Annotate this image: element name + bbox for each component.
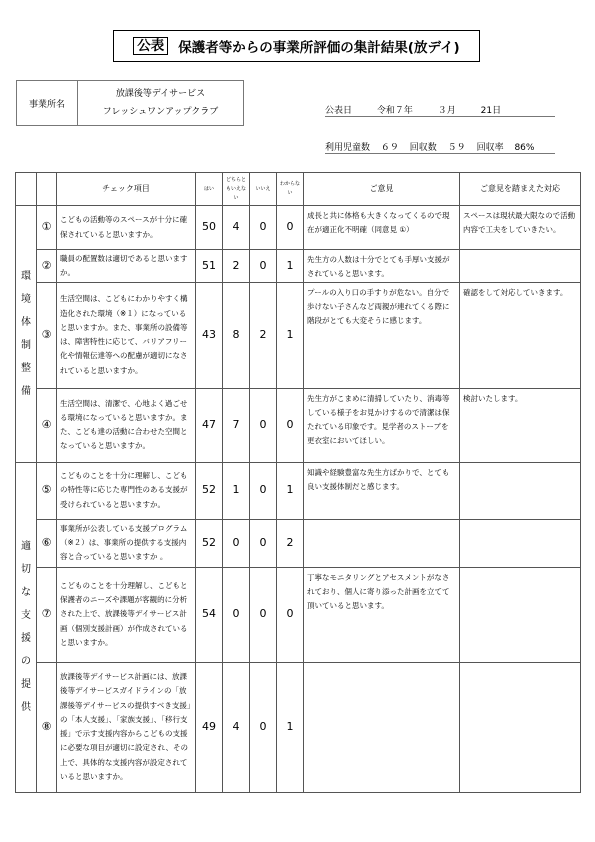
- publish-label: 公表日: [325, 106, 353, 116]
- opinion-text: 丁寧なモニタリングとアセスメントがなされており、個人に寄り添った計画を立てて頂いていると思います。: [304, 567, 460, 662]
- item-number: ③: [37, 282, 57, 388]
- category-char: 制: [21, 339, 31, 351]
- opinion-text: 成長と共に体格も大きくなってくるので現在が適正化不明確（同意見 ①）: [304, 206, 460, 250]
- count-unsure: 8: [223, 282, 250, 388]
- count-unsure: 1: [223, 462, 250, 519]
- count-unsure: 7: [223, 388, 250, 462]
- office-name: [78, 81, 244, 126]
- stats-line: [325, 140, 555, 154]
- response-text: [460, 662, 581, 792]
- count-yes: 43: [196, 282, 223, 388]
- rate-value: 86%: [514, 143, 535, 153]
- response-text: 確認をして対応していきます。: [460, 282, 581, 388]
- table-row: [16, 206, 581, 250]
- check-item: 職員の配置数は適切であると思いますか。: [57, 250, 196, 283]
- check-item: 生活空間は、清潔で、心地よく過ごせる環境になっていると思いますか。また、こども達の活動に合わせた空間となっていると思いますか。: [57, 388, 196, 462]
- opinion-text: 先生方がこまめに清掃していたり、消毒等している様子をお見かけするので清潔は保たれている印象です。見学者のストーブを更衣室においてほしい。: [304, 388, 460, 462]
- count-unknown: 0: [277, 206, 304, 250]
- count-yes: 47: [196, 388, 223, 462]
- category-char: 整: [21, 362, 31, 374]
- returned-label: 回収数: [409, 143, 437, 153]
- count-no: 0: [250, 462, 277, 519]
- check-item: 生活空間は、こどもにわかりやすく構造化された環境（※１）になっていると思いますか。また、事業所の設備等は、障害特性に応じて、バリアフリー化や情報伝達等への配慮が適切になされていると思いますか。: [57, 282, 196, 388]
- check-item: 放課後等デイサービス計画には、放課後等デイサービスガイドラインの「放課後等デイサービスの提供すべき支援」の「本人支援」、「家族支援」、「移行支援」で示す支援内容からこどもの支援に必要な項目が適切に設定され、その上で、具体的な支援内容が設定されていると思いますか。: [57, 662, 196, 792]
- category-char: 切: [21, 564, 31, 576]
- category-char: 体: [21, 316, 31, 328]
- office-name-line2: フレッシュワンアップクラブ: [102, 107, 219, 117]
- response-text: [460, 462, 581, 519]
- category-char: 環: [21, 270, 31, 282]
- evaluation-table: [15, 172, 581, 793]
- category-cell: [16, 462, 37, 792]
- opinion-text: [304, 519, 460, 567]
- rate-label: 回収率: [476, 143, 504, 153]
- count-yes: 51: [196, 250, 223, 283]
- category-cell: [16, 206, 37, 463]
- table-row: [16, 282, 581, 388]
- count-unknown: 2: [277, 519, 304, 567]
- title-tag: 公表: [133, 37, 168, 55]
- count-unknown: 0: [277, 388, 304, 462]
- header-yes: はい: [196, 173, 223, 206]
- count-unsure: 2: [223, 250, 250, 283]
- response-text: スペースは現状最大限なので活動内容で工夫をしていきたい。: [460, 206, 581, 250]
- table-row: [16, 662, 581, 792]
- item-number: ⑤: [37, 462, 57, 519]
- item-number: ⑥: [37, 519, 57, 567]
- count-unknown: 0: [277, 567, 304, 662]
- category-char: の: [21, 656, 31, 668]
- publish-era: 令和７年: [376, 106, 413, 116]
- count-no: 0: [250, 388, 277, 462]
- header-blank-2: [37, 173, 57, 206]
- item-number: ⑦: [37, 567, 57, 662]
- header-response: ご意見を踏まえた対応: [460, 173, 581, 206]
- header-unknown: わからない: [277, 173, 304, 206]
- count-no: 0: [250, 519, 277, 567]
- count-yes: 52: [196, 462, 223, 519]
- opinion-text: [304, 662, 460, 792]
- count-unsure: 4: [223, 662, 250, 792]
- count-no: 0: [250, 250, 277, 283]
- response-text: [460, 567, 581, 662]
- category-char: 供: [21, 702, 31, 714]
- returned-count: ５９: [447, 143, 466, 153]
- category-char: 境: [21, 293, 31, 305]
- table-row: [16, 250, 581, 283]
- title-text: 保護者等からの事業所評価の集計結果(放デイ): [178, 40, 460, 56]
- count-unknown: 1: [277, 250, 304, 283]
- count-yes: 54: [196, 567, 223, 662]
- check-item: こどものことを十分に理解し、こどもの特性等に応じた専門性のある支援が受けられていると思いますか。: [57, 462, 196, 519]
- count-unsure: 0: [223, 519, 250, 567]
- publish-day: 21日: [480, 106, 502, 116]
- response-text: 検討いたします。: [460, 388, 581, 462]
- count-yes: 52: [196, 519, 223, 567]
- category-char: 援: [21, 633, 31, 645]
- opinion-text: 先生方の人数は十分でとても手厚い支援がされていると思います。: [304, 250, 460, 283]
- category-char: な: [21, 587, 31, 599]
- publish-date: [325, 103, 555, 117]
- category-char: 提: [21, 679, 31, 691]
- count-no: 2: [250, 282, 277, 388]
- opinion-text: 知識や経験豊富な先生方ばかりで、とても良い支援体制だと感じます。: [304, 462, 460, 519]
- check-item: こどものことを十分理解し、こどもと保護者のニーズや課題が客観的に分析された上で、放課後等デイサービス計画（個別支援計画）が作成されていると思いますか。: [57, 567, 196, 662]
- count-unknown: 1: [277, 282, 304, 388]
- table-row: [16, 519, 581, 567]
- item-number: ②: [37, 250, 57, 283]
- count-yes: 50: [196, 206, 223, 250]
- publish-month: ３月: [437, 106, 456, 116]
- response-text: [460, 519, 581, 567]
- count-unsure: 4: [223, 206, 250, 250]
- item-number: ⑧: [37, 662, 57, 792]
- category-char: 備: [21, 385, 31, 397]
- item-number: ①: [37, 206, 57, 250]
- response-text: [460, 250, 581, 283]
- office-label: 事業所名: [17, 81, 78, 126]
- table-row: [16, 462, 581, 519]
- office-table: [16, 80, 244, 126]
- item-number: ④: [37, 388, 57, 462]
- header-blank-1: [16, 173, 37, 206]
- users-count: ６９: [380, 143, 399, 153]
- office-name-line1: 放課後等デイサービス: [115, 89, 206, 99]
- check-item: 事業所が公表している支援プログラム（※２）は、事業所の提供する支援内容と合っていると思いますか 。: [57, 519, 196, 567]
- header-no: いいえ: [250, 173, 277, 206]
- header-opinion: ご意見: [304, 173, 460, 206]
- header-item: チェック項目: [57, 173, 196, 206]
- header-unsure: どちらともいえない: [223, 173, 250, 206]
- count-unknown: 1: [277, 662, 304, 792]
- users-label: 利用児童数: [325, 143, 371, 153]
- page-title: [113, 30, 480, 62]
- count-no: 0: [250, 206, 277, 250]
- count-unknown: 1: [277, 462, 304, 519]
- count-no: 0: [250, 567, 277, 662]
- table-row: [16, 567, 581, 662]
- check-item: こどもの活動等のスペースが十分に確保されていると思いますか。: [57, 206, 196, 250]
- count-unsure: 0: [223, 567, 250, 662]
- table-row: [16, 388, 581, 462]
- category-char: 支: [21, 610, 31, 622]
- count-yes: 49: [196, 662, 223, 792]
- category-char: 適: [21, 541, 31, 553]
- opinion-text: プールの入り口の手すりが危ない。自分で歩けない子さんなど両親が連れてくる際に階段がとても大変そうに感じます。: [304, 282, 460, 388]
- count-no: 0: [250, 662, 277, 792]
